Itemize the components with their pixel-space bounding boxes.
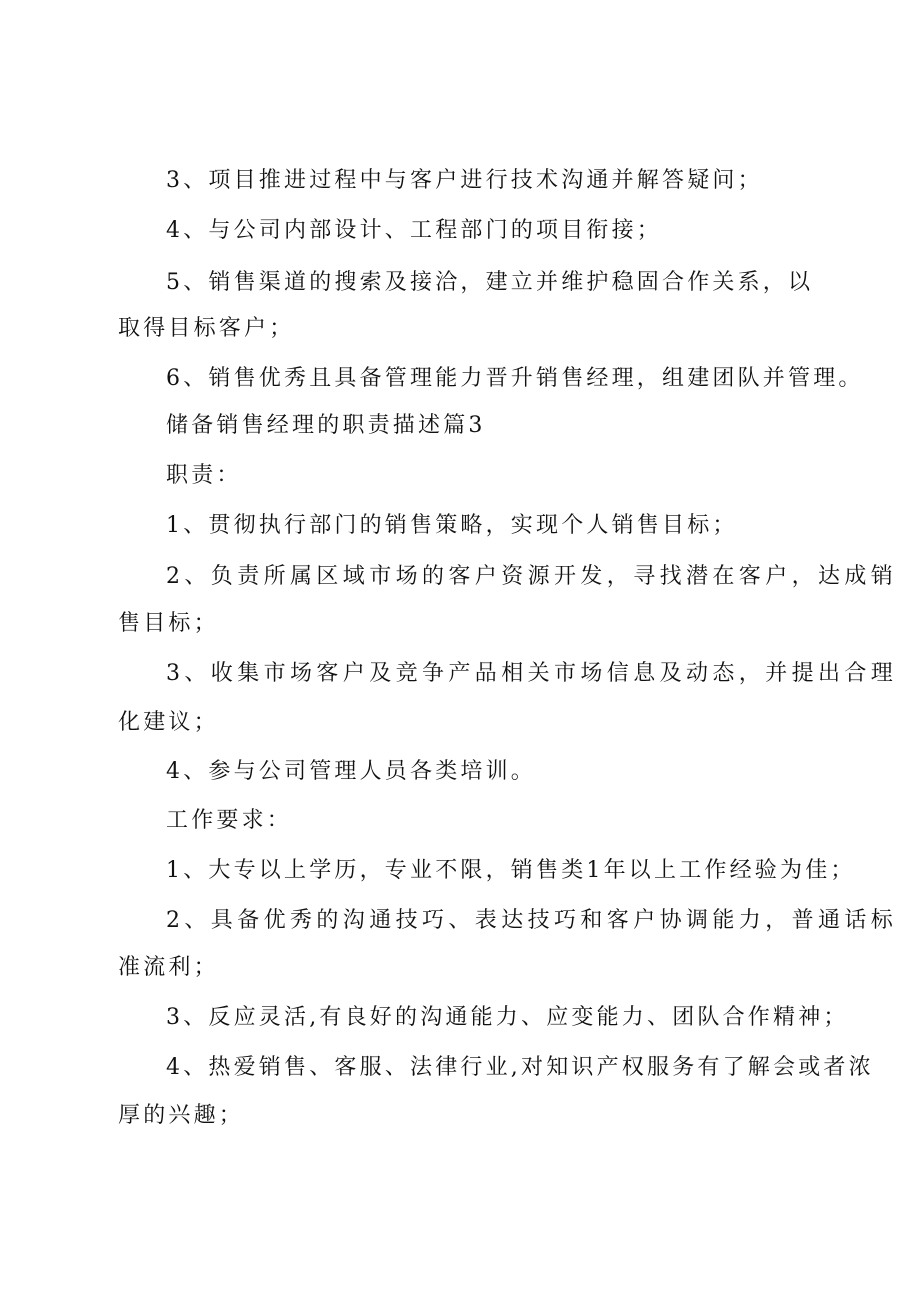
section-heading: 储备销售经理的职责描述篇3 <box>166 413 486 438</box>
paragraph-line: 4、参与公司管理人员各类培训。 <box>166 759 536 784</box>
paragraph-line: 准流利； <box>118 955 219 980</box>
paragraph-line: 3、项目推进过程中与客户进行技术沟通并解答疑问； <box>166 168 763 193</box>
paragraph-line: 4、与公司内部设计、工程部门的项目衔接； <box>166 218 662 243</box>
paragraph-line: 售目标； <box>118 611 219 636</box>
paragraph-line: 取得目标客户； <box>118 316 295 341</box>
paragraph-line: 2、负责所属区域市场的客户资源开发，寻找潜在客户，达成销 <box>166 564 898 589</box>
paragraph-line: 3、反应灵活,有良好的沟通能力、应变能力、团队合作精神； <box>166 1005 849 1030</box>
subheading: 职责： <box>166 463 242 488</box>
paragraph-line: 1、大专以上学历，专业不限，销售类1年以上工作经验为佳； <box>166 858 856 883</box>
paragraph-line: 4、热爱销售、客服、法律行业,对知识产权服务有了解会或者浓 <box>166 1055 874 1080</box>
paragraph-line: 3、收集市场客户及竞争产品相关市场信息及动态，并提出合理 <box>166 661 898 686</box>
paragraph-line: 厚的兴趣； <box>118 1103 245 1128</box>
paragraph-line: 1、贯彻执行部门的销售策略，实现个人销售目标； <box>166 513 738 538</box>
paragraph-line: 6、销售优秀且具备管理能力晋升销售经理，组建团队并管理。 <box>166 366 864 391</box>
paragraph-line: 2、具备优秀的沟通技巧、表达技巧和客户协调能力，普通话标 <box>166 908 898 933</box>
subheading: 工作要求： <box>166 808 293 833</box>
paragraph-line: 5、销售渠道的搜索及接洽，建立并维护稳固合作关系，以 <box>166 270 814 295</box>
paragraph-line: 化建议； <box>118 710 219 735</box>
